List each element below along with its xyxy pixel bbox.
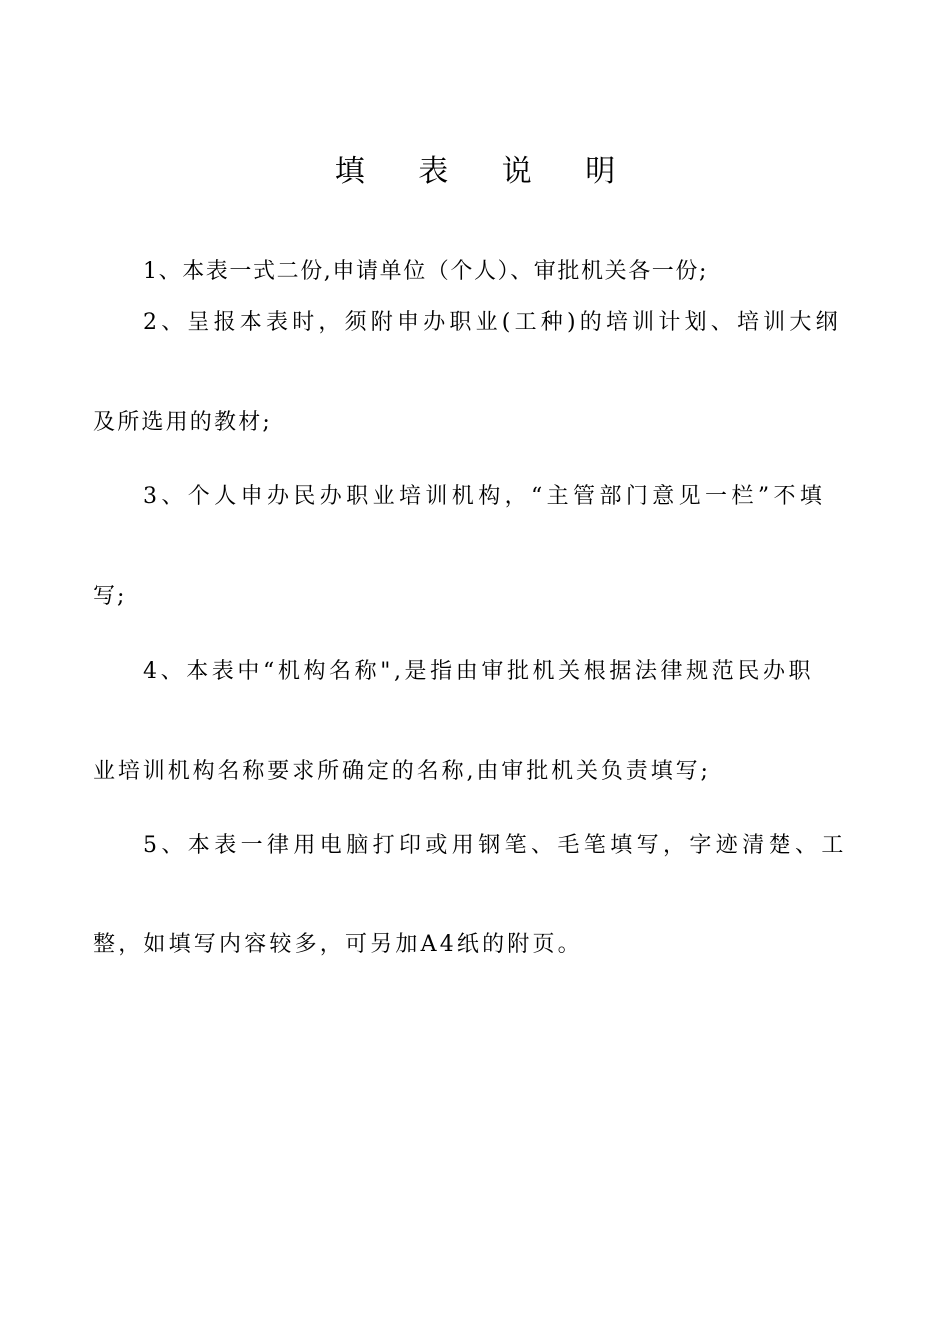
page-title: 填 表 说 明 <box>334 154 638 189</box>
instruction-item-2-continued: 及所选用的教材; <box>93 410 273 435</box>
instruction-item-3: 3、个人申办民办职业培训机构，“主管部门意见一栏”不填 <box>143 484 827 509</box>
instruction-item-2: 2、呈报本表时，须附申办职业(工种)的培训计划、培训大纲 <box>143 310 842 335</box>
instruction-item-5: 5、本表一律用电脑打印或用钢笔、毛笔填写，字迹清楚、工 <box>143 833 848 858</box>
instruction-item-4-continued: 业培训机构名称要求所确定的名称,由审批机关负责填写; <box>93 759 711 784</box>
instruction-item-5-continued: 整，如填写内容较多，可另加A4纸的附页。 <box>93 932 583 957</box>
instruction-item-1: 1、本表一式二份,申请单位（个人）、审批机关各一份; <box>143 259 709 284</box>
instruction-item-3-continued: 写; <box>93 584 127 609</box>
instruction-item-4: 4、本表中“机构名称",是指由审批机关根据法律规范民办职 <box>143 659 815 684</box>
